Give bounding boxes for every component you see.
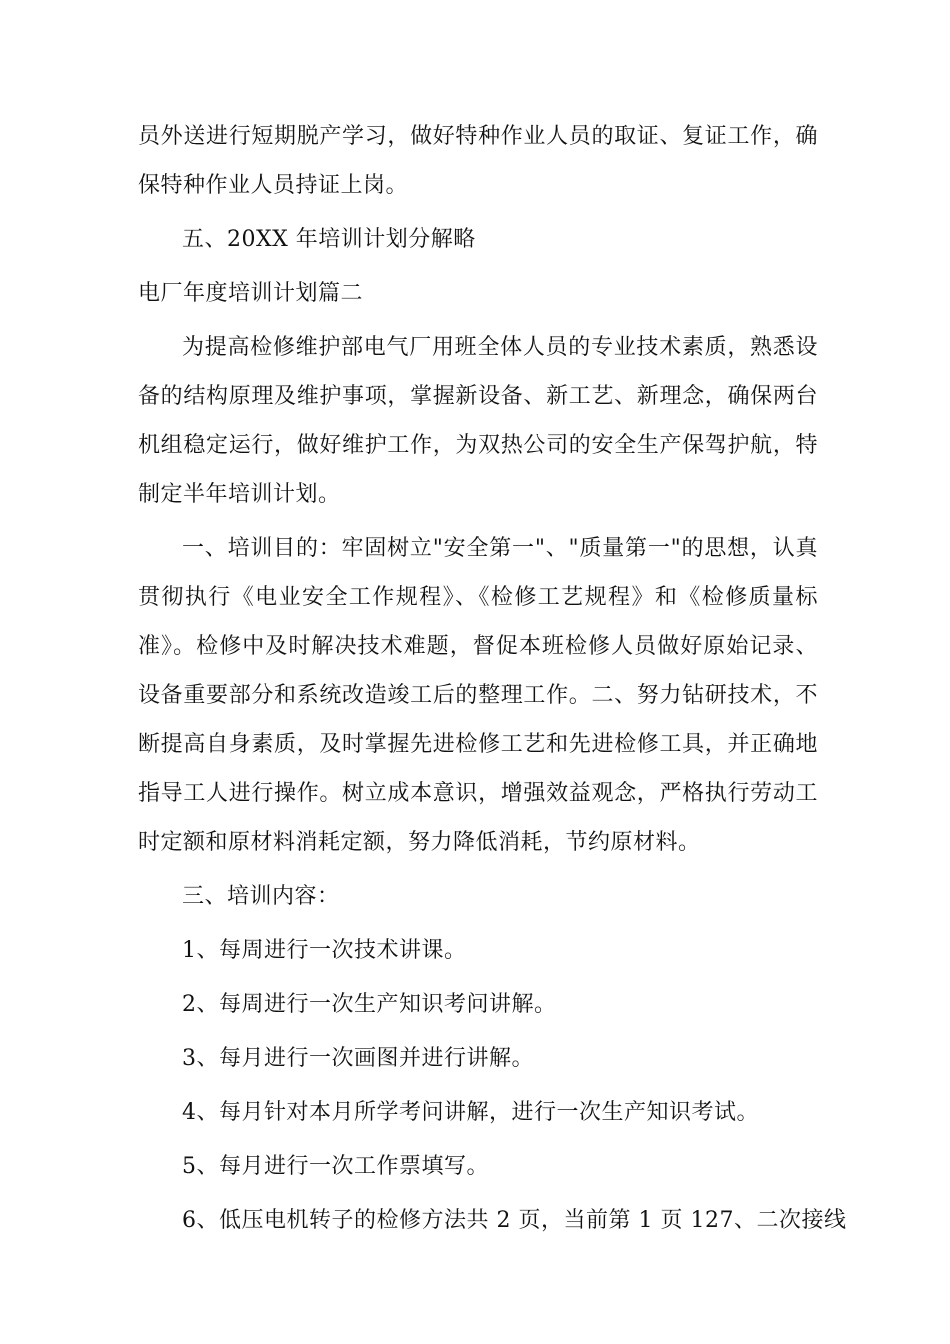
paragraph-line: 准》。检修中及时解决技术难题，督促本班检修人员做好原始记录、 xyxy=(138,634,818,659)
list-item: 5、每月进行一次工作票填写。 xyxy=(182,1154,489,1179)
chapter-title: 电厂年度培训计划篇二 xyxy=(138,281,364,306)
paragraph-line: 一、培训目的：牢固树立"安全第一"、"质量第一"的思想，认真 xyxy=(182,536,818,561)
paragraph-line: 时定额和原材料消耗定额，努力降低消耗，节约原材料。 xyxy=(138,830,701,855)
paragraph-line: 设备重要部分和系统改造竣工后的整理工作。二、努力钻研技术，不 xyxy=(138,683,818,708)
paragraph-line: 机组稳定运行，做好维护工作，为双热公司的安全生产保驾护航，特 xyxy=(138,433,818,458)
paragraph-line: 保特种作业人员持证上岗。 xyxy=(138,173,409,198)
section-heading: 三、培训内容： xyxy=(182,884,340,909)
paragraph-line: 员外送进行短期脱产学习，做好特种作业人员的取证、复证工作，确 xyxy=(138,124,818,149)
list-item: 4、每月针对本月所学考问讲解，进行一次生产知识考试。 xyxy=(182,1100,759,1125)
paragraph-line: 断提高自身素质，及时掌握先进检修工艺和先进检修工具，并正确地 xyxy=(138,732,818,757)
paragraph-line: 备的结构原理及维护事项，掌握新设备、新工艺、新理念，确保两台 xyxy=(138,384,818,409)
document-page xyxy=(138,112,847,1245)
list-item: 3、每月进行一次画图并进行讲解。 xyxy=(182,1046,534,1071)
paragraph-line: 为提高检修维护部电气厂用班全体人员的专业技术素质，熟悉设 xyxy=(182,335,818,360)
list-item: 1、每周进行一次技术讲课。 xyxy=(182,938,467,963)
paragraph-line: 制定半年培训计划。 xyxy=(138,482,341,507)
list-item: 6、低压电机转子的检修方法共 2 页，当前第 1 页 127、二次接线 xyxy=(182,1208,847,1233)
list-item: 2、每周进行一次生产知识考问讲解。 xyxy=(182,992,557,1017)
section-heading: 五、20XX 年培训计划分解略 xyxy=(182,227,476,252)
paragraph-line: 贯彻执行《电业安全工作规程》、《检修工艺规程》和《检修质量标 xyxy=(138,585,818,610)
paragraph-line: 指导工人进行操作。树立成本意识，增强效益观念，严格执行劳动工 xyxy=(138,781,818,806)
